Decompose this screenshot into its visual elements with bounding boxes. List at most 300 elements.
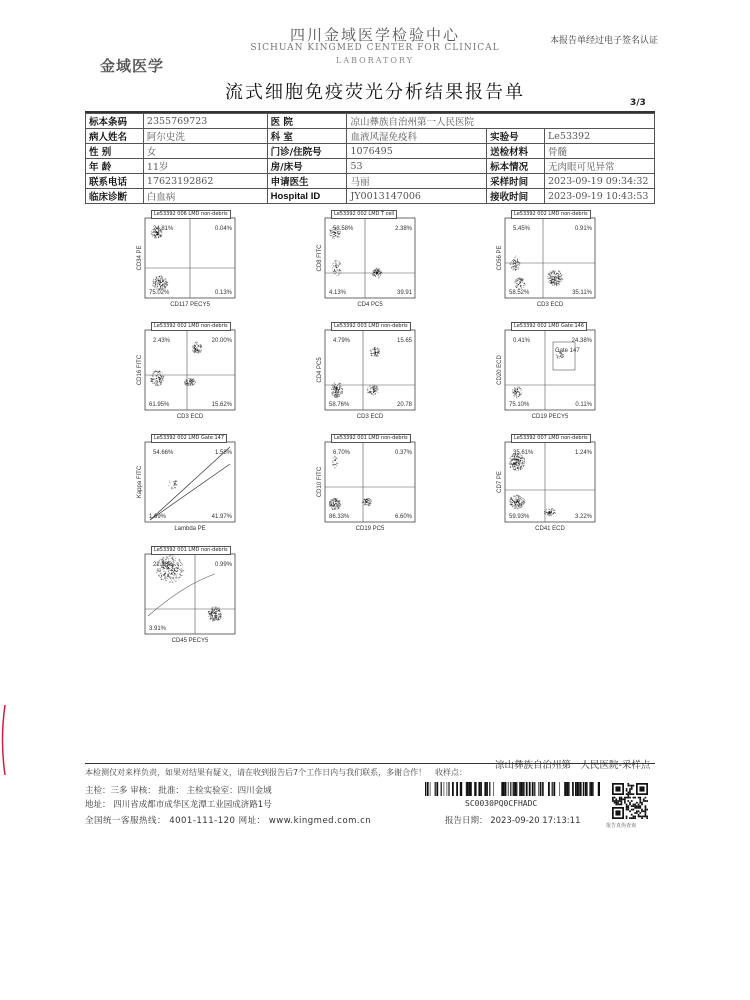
event-dot xyxy=(514,265,515,266)
event-dot xyxy=(335,460,336,461)
event-dot xyxy=(332,393,333,394)
event-dot xyxy=(160,375,161,376)
event-dot xyxy=(553,271,554,272)
barcode-bar xyxy=(474,782,476,796)
event-dot xyxy=(335,263,336,264)
qr-finder xyxy=(639,786,644,791)
event-dot xyxy=(557,357,558,358)
event-dot xyxy=(200,345,201,346)
quadrant-ul-value: 24.81% xyxy=(153,226,174,232)
event-dot xyxy=(192,346,193,347)
event-dot xyxy=(514,388,515,389)
event-dot xyxy=(556,281,557,282)
event-dot xyxy=(515,498,516,499)
event-dot xyxy=(512,389,513,390)
y-axis-label: CD4 PC5 xyxy=(317,357,323,383)
event-dot xyxy=(159,570,160,571)
event-dot xyxy=(183,570,184,571)
barcode-bar xyxy=(468,782,470,796)
plot-header: Le53392 003 LMD non-debris xyxy=(331,322,411,331)
quadrant-ll-value: 4.13% xyxy=(329,290,347,296)
value-barcode: 2355769723 xyxy=(143,114,267,129)
event-dot xyxy=(332,464,333,465)
event-dot xyxy=(334,238,335,239)
event-dot xyxy=(512,467,513,468)
event-dot xyxy=(337,236,338,237)
event-dot xyxy=(520,390,521,391)
plot-canvas xyxy=(497,210,605,310)
quadrant-ll-value: 58.76% xyxy=(329,402,350,408)
event-dot xyxy=(516,506,517,507)
value-receive-time: 2023-09-19 10:43:53 xyxy=(544,189,654,204)
event-dot xyxy=(514,463,515,464)
event-dot xyxy=(338,503,339,504)
qr-module xyxy=(612,798,614,800)
quadrant-lr-value: 15.62% xyxy=(211,402,232,408)
table-row xyxy=(86,189,655,204)
event-dot xyxy=(157,381,158,382)
event-dot xyxy=(162,277,163,278)
qr-module xyxy=(612,797,614,799)
event-dot xyxy=(216,617,217,618)
event-dot xyxy=(196,352,197,353)
event-dot xyxy=(516,393,517,394)
event-dot xyxy=(551,273,552,274)
event-dot xyxy=(376,274,377,275)
event-dot xyxy=(159,284,160,285)
event-dot xyxy=(152,236,153,237)
event-dot xyxy=(329,233,330,234)
barcode-bar xyxy=(519,782,520,796)
event-dot xyxy=(156,278,157,279)
event-dot xyxy=(158,234,159,235)
barcode-bar xyxy=(566,782,567,796)
event-dot xyxy=(334,396,335,397)
event-dot xyxy=(165,576,166,577)
event-dot xyxy=(332,508,333,509)
event-dot xyxy=(549,282,550,283)
event-dot xyxy=(164,574,165,575)
event-dot xyxy=(334,270,335,271)
event-dot xyxy=(219,609,220,610)
qr-caption: 报告真伪查询 xyxy=(606,823,637,829)
event-dot xyxy=(188,385,189,386)
event-dot xyxy=(549,515,550,516)
label-receive-time: 接收时间 xyxy=(487,189,545,204)
event-dot xyxy=(559,358,560,359)
event-dot xyxy=(342,391,343,392)
event-dot xyxy=(513,261,514,262)
event-dot xyxy=(341,386,342,387)
event-dot xyxy=(338,273,339,274)
qr-module xyxy=(639,807,641,809)
event-dot xyxy=(154,372,155,373)
event-dot xyxy=(160,236,161,237)
qr-module xyxy=(633,805,635,807)
qr-finder xyxy=(615,786,620,791)
qr-module xyxy=(633,793,635,795)
qr-module xyxy=(634,804,636,806)
report-date: 报告日期： 2023-09-20 17:13:11 xyxy=(445,816,581,826)
event-dot xyxy=(181,563,182,564)
event-dot xyxy=(561,281,562,282)
qr-module xyxy=(626,816,628,818)
event-dot xyxy=(180,562,181,563)
event-dot xyxy=(512,498,513,499)
event-dot xyxy=(164,279,165,280)
event-dot xyxy=(518,469,519,470)
qr-module xyxy=(634,812,636,814)
qr-module xyxy=(645,797,647,799)
qr-module xyxy=(622,798,624,800)
event-dot xyxy=(194,383,195,384)
event-dot xyxy=(201,346,202,347)
event-dot xyxy=(333,506,334,507)
event-dot xyxy=(329,503,330,504)
event-dot xyxy=(340,506,341,507)
event-dot xyxy=(150,375,151,376)
qr-module xyxy=(619,804,621,806)
event-dot xyxy=(556,355,557,356)
event-dot xyxy=(335,499,336,500)
event-dot xyxy=(514,495,515,496)
value-collect-time: 2023-09-19 09:34:32 xyxy=(544,174,654,189)
quadrant-lr-value: 0.11% xyxy=(575,402,592,408)
event-dot xyxy=(338,270,339,271)
quadrant-ll-value: 1.69% xyxy=(149,514,167,520)
event-dot xyxy=(152,374,153,375)
event-dot xyxy=(194,347,195,348)
event-dot xyxy=(554,284,555,285)
center-name: 四川金域医学检验中心 xyxy=(289,26,460,44)
event-dot xyxy=(154,235,155,236)
event-dot xyxy=(556,354,557,355)
event-dot xyxy=(551,515,552,516)
label-outpatient-no: 门诊/住院号 xyxy=(267,144,347,159)
event-dot xyxy=(517,285,518,286)
event-dot xyxy=(195,382,196,383)
event-dot xyxy=(547,514,548,515)
quadrant-ur-value: 0.37% xyxy=(394,450,412,456)
event-dot xyxy=(521,393,522,394)
qr-module xyxy=(621,800,623,802)
event-dot xyxy=(159,377,160,378)
event-dot xyxy=(178,568,179,569)
event-dot xyxy=(163,376,164,377)
event-dot xyxy=(514,469,515,470)
plot-canvas xyxy=(497,434,605,534)
flow-plot xyxy=(137,210,245,310)
event-dot xyxy=(169,568,170,569)
event-dot xyxy=(154,237,155,238)
qr-module xyxy=(636,810,638,812)
event-dot xyxy=(200,351,201,352)
qr-module xyxy=(629,785,631,787)
event-dot xyxy=(179,577,180,578)
event-dot xyxy=(509,500,510,501)
table-row xyxy=(86,114,655,129)
event-dot xyxy=(154,285,155,286)
table-row xyxy=(86,144,655,159)
event-dot xyxy=(510,462,511,463)
event-dot xyxy=(164,577,165,578)
event-dot xyxy=(551,509,552,510)
event-dot xyxy=(212,610,213,611)
event-dot xyxy=(163,575,164,576)
qr-module xyxy=(636,812,638,814)
event-dot xyxy=(214,609,215,610)
event-dot xyxy=(372,353,373,354)
event-dot xyxy=(173,562,174,563)
event-dot xyxy=(219,614,220,615)
event-dot xyxy=(553,282,554,283)
event-dot xyxy=(172,557,173,558)
event-dot xyxy=(162,379,163,380)
event-dot xyxy=(168,558,169,559)
event-dot xyxy=(166,556,167,557)
barcode-bar xyxy=(589,782,590,796)
event-dot xyxy=(341,388,342,389)
event-dot xyxy=(336,458,337,459)
quadrant-ul-value: 2.43% xyxy=(153,338,171,344)
label-sample-material: 送检材料 xyxy=(487,144,545,159)
event-dot xyxy=(332,238,333,239)
event-dot xyxy=(174,579,175,580)
event-dot xyxy=(160,374,161,375)
event-dot xyxy=(195,349,196,350)
event-dot xyxy=(556,285,557,286)
event-dot xyxy=(370,502,371,503)
barcode-bar xyxy=(493,782,494,796)
qr-module xyxy=(621,802,623,804)
x-axis-label: CD3 ECD xyxy=(176,414,204,420)
event-dot xyxy=(208,616,209,617)
event-dot xyxy=(180,565,181,566)
event-dot xyxy=(520,286,521,287)
event-dot xyxy=(168,485,169,486)
event-dot xyxy=(160,278,161,279)
event-dot xyxy=(192,350,193,351)
barcode-bar xyxy=(532,782,534,796)
flow-plot xyxy=(317,322,425,422)
quadrant-ll-value: 75.10% xyxy=(509,402,530,408)
event-dot xyxy=(518,460,519,461)
event-dot xyxy=(511,504,512,505)
event-dot xyxy=(379,276,380,277)
event-dot xyxy=(551,511,552,512)
qr-module xyxy=(627,795,629,797)
event-dot xyxy=(334,467,335,468)
event-dot xyxy=(520,460,521,461)
event-dot xyxy=(155,370,156,371)
event-dot xyxy=(365,502,366,503)
page-number: 3/3 xyxy=(630,98,646,108)
event-dot xyxy=(342,389,343,390)
barcode-bar xyxy=(508,782,509,796)
flow-plot xyxy=(497,322,605,422)
event-dot xyxy=(332,271,333,272)
qr-module xyxy=(626,790,628,792)
event-dot xyxy=(173,481,174,482)
event-dot xyxy=(517,391,518,392)
event-dot xyxy=(176,578,177,579)
barcode-bar xyxy=(543,782,544,796)
event-dot xyxy=(174,575,175,576)
event-dot xyxy=(172,578,173,579)
event-dot xyxy=(515,269,516,270)
value-bed-no: 53 xyxy=(347,159,487,174)
event-dot xyxy=(337,387,338,388)
barcode-bar xyxy=(449,782,450,796)
event-dot xyxy=(158,385,159,386)
event-dot xyxy=(174,487,175,488)
barcode-bar xyxy=(444,782,445,796)
event-dot xyxy=(176,567,177,568)
event-dot xyxy=(378,271,379,272)
event-dot xyxy=(155,232,156,233)
x-axis-label: CD41 ECD xyxy=(535,526,565,532)
barcode-bar xyxy=(466,782,467,796)
event-dot xyxy=(518,387,519,388)
event-dot xyxy=(192,384,193,385)
event-dot xyxy=(152,379,153,380)
event-dot xyxy=(162,278,163,279)
qr-module xyxy=(624,798,626,800)
event-dot xyxy=(552,510,553,511)
event-dot xyxy=(160,559,161,560)
event-dot xyxy=(195,342,196,343)
event-dot xyxy=(196,344,197,345)
qr-module xyxy=(631,817,633,819)
event-dot xyxy=(334,269,335,270)
event-dot xyxy=(155,287,156,288)
event-dot xyxy=(516,283,517,284)
event-dot xyxy=(181,571,182,572)
barcode-bar xyxy=(534,782,535,796)
qr-module xyxy=(619,800,621,802)
event-dot xyxy=(335,266,336,267)
event-dot xyxy=(179,559,180,560)
red-stamp-edge xyxy=(0,705,6,775)
event-dot xyxy=(516,464,517,465)
qr-module xyxy=(638,810,640,812)
barcode-bar xyxy=(552,782,553,796)
qr-module xyxy=(619,798,621,800)
plot-canvas xyxy=(317,434,425,534)
event-dot xyxy=(157,371,158,372)
event-dot xyxy=(175,570,176,571)
event-dot xyxy=(509,501,510,502)
event-dot xyxy=(378,275,379,276)
event-dot xyxy=(332,384,333,385)
qr-module xyxy=(641,809,643,811)
hotline-line: 全国统一客服热线： 4001-111-120 网址： www.kingmed.com.cn xyxy=(85,816,372,826)
event-dot xyxy=(153,383,154,384)
event-dot xyxy=(338,274,339,275)
event-dot xyxy=(157,570,158,571)
event-dot xyxy=(197,350,198,351)
event-dot xyxy=(519,263,520,264)
event-dot xyxy=(558,275,559,276)
event-dot xyxy=(521,287,522,288)
qr-module xyxy=(634,805,636,807)
barcode-bar xyxy=(522,782,523,796)
event-dot xyxy=(512,266,513,267)
event-dot xyxy=(515,496,516,497)
event-dot xyxy=(521,280,522,281)
event-dot xyxy=(333,498,334,499)
label-exp-no: 实验号 xyxy=(487,129,545,144)
event-dot xyxy=(518,462,519,463)
qr-module xyxy=(626,809,628,811)
event-dot xyxy=(519,461,520,462)
event-dot xyxy=(515,470,516,471)
barcode-bar xyxy=(435,782,436,796)
event-dot xyxy=(168,568,169,569)
event-dot xyxy=(522,465,523,466)
event-dot xyxy=(172,574,173,575)
qr-module xyxy=(639,797,641,799)
quadrant-ur-value: 2.38% xyxy=(394,226,412,232)
event-dot xyxy=(373,387,374,388)
qr-module xyxy=(645,809,647,811)
event-dot xyxy=(551,278,552,279)
event-dot xyxy=(213,619,214,620)
event-dot xyxy=(159,235,160,236)
event-dot xyxy=(337,265,338,266)
event-dot xyxy=(179,569,180,570)
event-dot xyxy=(367,392,368,393)
event-dot xyxy=(163,574,164,575)
event-dot xyxy=(334,234,335,235)
event-dot xyxy=(195,348,196,349)
barcode-bar xyxy=(430,782,431,796)
event-dot xyxy=(152,383,153,384)
event-dot xyxy=(171,580,172,581)
event-dot xyxy=(380,275,381,276)
event-dot xyxy=(513,395,514,396)
event-dot xyxy=(335,508,336,509)
event-dot xyxy=(516,456,517,457)
event-dot xyxy=(339,500,340,501)
event-dot xyxy=(510,502,511,503)
event-dot xyxy=(550,278,551,279)
event-dot xyxy=(213,610,214,611)
quadrant-ur-value: 20.00% xyxy=(211,338,232,344)
event-dot xyxy=(161,282,162,283)
event-dot xyxy=(516,281,517,282)
event-dot xyxy=(216,609,217,610)
event-dot xyxy=(370,351,371,352)
table-row xyxy=(86,129,655,144)
qr-module xyxy=(633,804,635,806)
quadrant-ul-value: 5.45% xyxy=(513,226,531,232)
qr-module xyxy=(633,797,635,799)
event-dot xyxy=(524,499,525,500)
event-dot xyxy=(522,281,523,282)
event-dot xyxy=(177,564,178,565)
event-dot xyxy=(367,502,368,503)
y-axis-label: CD8 FITC xyxy=(317,244,323,272)
event-dot xyxy=(547,276,548,277)
event-dot xyxy=(549,509,550,510)
plot-header: Le53392 002 LMD T cell xyxy=(331,210,397,219)
barcode-bar xyxy=(579,782,580,796)
event-dot xyxy=(212,607,213,608)
event-dot xyxy=(514,257,515,258)
event-dot xyxy=(377,354,378,355)
event-dot xyxy=(517,504,518,505)
